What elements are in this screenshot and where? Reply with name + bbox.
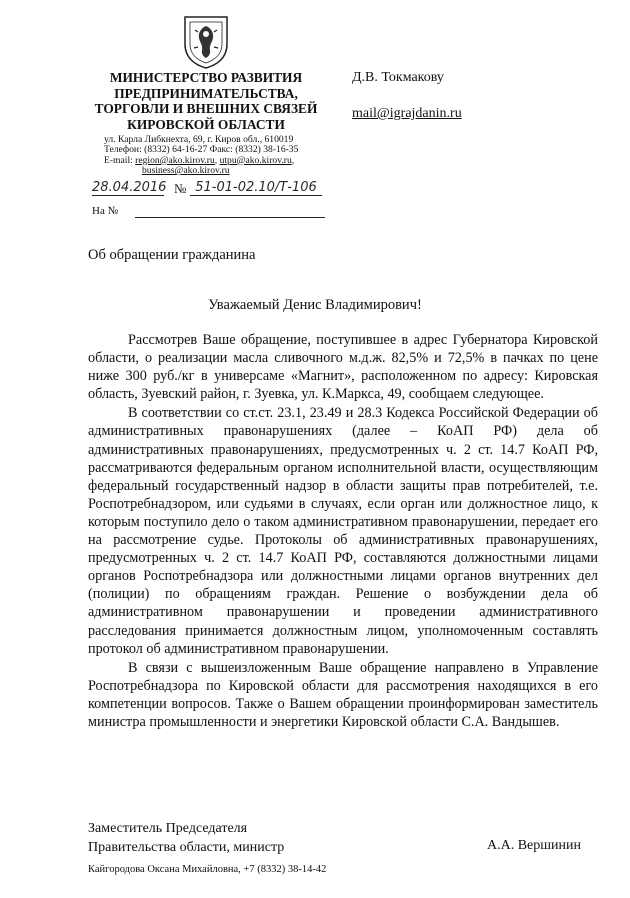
- ministry-address: ул. Карла Либкнехта, 69, г. Киров обл., 610019: [104, 134, 294, 145]
- ministry-name: [92, 70, 320, 132]
- signatory-position: [88, 819, 284, 857]
- number-label: №: [174, 181, 187, 196]
- ministry-phone: Телефон: (8332) 64-16-27 Факс: (8332) 38-16-35: [104, 144, 299, 156]
- document-number: 51-01-02.10/Т-106: [190, 180, 322, 196]
- ministry-email-link[interactable]: business@ako.kirov.ru: [142, 165, 230, 177]
- document-date: 28.04.2016: [92, 180, 167, 195]
- ministry-name-line: ПРЕДПРИНИМАТЕЛЬСТВА,: [114, 85, 298, 101]
- body-paragraph: Рассмотрев Ваше обращение, поступившее в адрес Губернатора Кировской области, о реализации масла сливочного м.д.ж. 82,5% и 72,5% в пачках по цене ниже 300 руб./кг в универсаме «Магнит», расположенном по адресу: Кировская область, Зуевский район, г. Зуевка, ул. К.Маркса, 49, сообщаем следующее.: [88, 332, 598, 403]
- ministry-email-line: E-mail: region@ako.kirov.ru, utpu@ako.kirov.ru,: [104, 154, 295, 166]
- letter-greeting: Уважаемый Денис Владимирович!: [208, 297, 422, 313]
- ministry-name-line: ТОРГОВЛИ И ВНЕШНИХ СВЯЗЕЙ: [94, 101, 318, 117]
- body-paragraph: В соответствии со ст.ст. 23.1, 23.49 и 28.3 Кодекса Российской Федерации об административных правонарушениях (далее – КоАП РФ) дела об административных правонарушениях, предусмотренных ч. 2 ст. 14.7 КоАП РФ, рассматриваются федеральным органом исполнительной власти, осуществляющим федеральный государственный надзор в области защиты прав потребителей, т.е. Роспотребнадзором, или судьями в случаях, если орган или должностное лицо, к которым поступило дело о таком административном правонарушении, передает его на рассмотрение судье. Протоколы об административных правонарушениях, предусмотренных ч. 2 ст. 14.7 КоАП РФ, составляются должностными лицами органов Роспотребнадзора или должностными лицами органов внутренних дел (полиции) по обращениям граждан. Решение о возбуждении дела об административном правонарушении и проведении административного расследования принимается должностным лицом, уполномоченным составлять протокол об административном правонарушении.: [88, 405, 598, 657]
- recipient-name: Д.В. Токмакову: [352, 70, 444, 85]
- letter-body: [88, 331, 598, 731]
- email-label: E-mail:: [104, 154, 136, 166]
- body-paragraph: В связи с вышеизложенным Ваше обращение направлено в Управление Роспотребнадзора по Кировской области для рассмотрения находящихся в его компетенции вопросов. Также о Вашем обращении проинформирован заместитель министра промышленности и энергетики Кировской области С.А. Вандышев.: [88, 659, 598, 730]
- ministry-name-line: МИНИСТЕРСТВО РАЗВИТИЯ: [109, 70, 303, 85]
- signatory-position-line: Правительства области, министр: [88, 840, 285, 855]
- ministry-name-line: КИРОВСКОЙ ОБЛАСТИ: [127, 116, 285, 132]
- letter-subject: Об обращении гражданина: [88, 247, 256, 263]
- executor-info: Кайгородова Оксана Михайловна, +7 (8332) 38-14-42: [88, 864, 327, 875]
- signatory-name: А.А. Вершинин: [487, 838, 582, 853]
- ministry-email-link[interactable]: utpu@ako.kirov.ru: [219, 154, 292, 166]
- recipient-email-link[interactable]: mail@igrajdanin.ru: [352, 106, 462, 121]
- ministry-email-line: [104, 166, 324, 176]
- reply-to-label: На №: [92, 205, 119, 217]
- signatory-position-line: Заместитель Председателя: [88, 821, 248, 836]
- ministry-contacts: [104, 135, 324, 177]
- ministry-email-link[interactable]: region@ako.kirov.ru: [135, 154, 215, 166]
- reply-to-line: [135, 217, 325, 218]
- coat-of-arms-emblem: [181, 14, 231, 70]
